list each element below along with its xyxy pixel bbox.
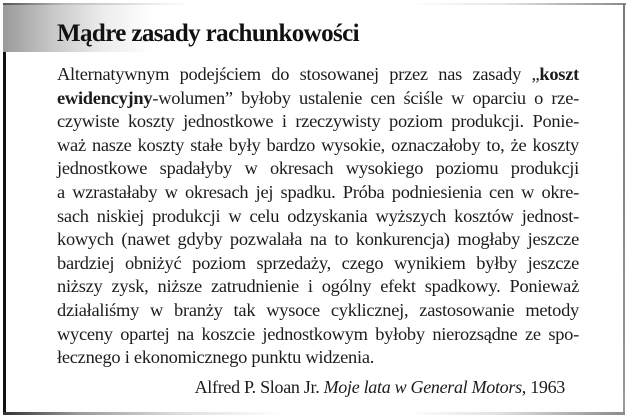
text-segment: Alternatywnym podejściem do stosowanej przez nas zasady „ (57, 64, 540, 84)
text-line: bardziej obniżyć poziom sprzedaży, czego wynikiem byłby jeszcze (57, 252, 579, 273)
bold-term: ewidencyjny (57, 87, 153, 108)
text-line: łecznego i ekonomicznego punktu widzenia. (57, 347, 375, 368)
right-border (623, 4, 625, 414)
text-line: jednostkowe spadałyby w okresach wysokiego poziomu produkcji (57, 158, 579, 179)
text-line (57, 63, 579, 87)
author-name: Alfred P. Sloan Jr. (194, 377, 324, 397)
text-line: sach niskiej produkcji w celu odzyskania wyższych kosztów jednost- (57, 205, 579, 226)
left-border (3, 52, 6, 414)
text-line: wyceny opartej na koszcie jednostkowym byłoby nierozsądne ze spo- (57, 323, 579, 344)
text-line: kowych (nawet gdyby pozwalała na to konkurencja) mogłaby jeszcze (57, 229, 579, 250)
text-line: waż nasze koszty stałe były bardzo wysokie, oznaczałoby to, że koszty (57, 134, 579, 155)
text-segment: -wolumen” byłoby ustalenie cen ściśle w oparciu o rze- (152, 87, 579, 108)
text-line: niższy zysk, niższe zatrudnienie i ogólny efekt spadkowy. Ponieważ (57, 276, 579, 297)
text-line: czywiste koszty jednostkowe i rzeczywisty poziom produkcji. Ponie- (57, 111, 579, 132)
text-line (57, 87, 579, 111)
text-line: działaliśmy w branży tak wysoce cyklicznej, zastosowanie metody (57, 299, 579, 320)
attribution (195, 377, 565, 398)
bold-term: koszt (539, 64, 579, 84)
text-line: a wzrastałaby w okresach jej spadku. Próba podniesienia cen w okre- (57, 181, 579, 202)
quote-body (57, 63, 579, 370)
box-title: Mądre zasady rachunkowości (57, 20, 360, 47)
book-title: Moje lata w General Motors (323, 377, 522, 397)
publication-year: , 1963 (521, 377, 565, 397)
bottom-border (3, 412, 625, 415)
top-border (3, 3, 626, 5)
